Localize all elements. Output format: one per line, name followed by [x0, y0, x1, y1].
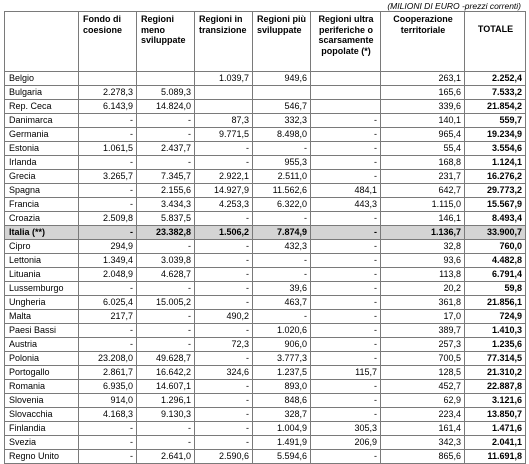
cell-regioni-transizione: 14.927,9	[195, 184, 253, 198]
cell-totale: 1.235,6	[465, 338, 526, 352]
table-row	[5, 86, 526, 100]
table-row	[5, 212, 526, 226]
cell-regioni-ultra-periferiche	[311, 86, 381, 100]
cell-totale: 19.234,9	[465, 128, 526, 142]
cell-regioni-ultra-periferiche: -	[311, 128, 381, 142]
cell-regioni-transizione: -	[195, 268, 253, 282]
table-row	[5, 184, 526, 198]
cell-regioni-transizione: -	[195, 282, 253, 296]
cell-fondo-coesione	[79, 72, 137, 86]
table-row	[5, 72, 526, 86]
cell-regioni-meno-sviluppate: 15.005,2	[137, 296, 195, 310]
cell-fondo-coesione: 3.265,7	[79, 170, 137, 184]
cell-regioni-piu-sviluppate: 1.237,5	[253, 366, 311, 380]
cell-cooperazione-territoriale: 263,1	[381, 72, 465, 86]
cell-regioni-piu-sviluppate: 8.498,0	[253, 128, 311, 142]
cell-regioni-ultra-periferiche: -	[311, 450, 381, 464]
cell-regioni-meno-sviluppate: 5.837,5	[137, 212, 195, 226]
cell-regioni-transizione	[195, 100, 253, 114]
cell-totale: 4.482,8	[465, 254, 526, 268]
cell-fondo-coesione: -	[79, 450, 137, 464]
cell-regioni-ultra-periferiche: -	[311, 296, 381, 310]
cell-fondo-coesione: -	[79, 128, 137, 142]
cell-regioni-transizione: 490,2	[195, 310, 253, 324]
table-row	[5, 408, 526, 422]
cell-totale: 1.124,1	[465, 156, 526, 170]
cell-cooperazione-territoriale: 339,6	[381, 100, 465, 114]
cell-regioni-piu-sviluppate: -	[253, 142, 311, 156]
cell-regioni-transizione	[195, 86, 253, 100]
cell-regioni-piu-sviluppate	[253, 86, 311, 100]
cell-cooperazione-territoriale: 1.115,0	[381, 198, 465, 212]
cell-regioni-piu-sviluppate: 39,6	[253, 282, 311, 296]
cell-cooperazione-territoriale: 389,7	[381, 324, 465, 338]
cell-regioni-ultra-periferiche: -	[311, 212, 381, 226]
cell-regioni-ultra-periferiche: -	[311, 394, 381, 408]
cell-regioni-meno-sviluppate: 3.039,8	[137, 254, 195, 268]
country-cell: Irlanda	[5, 156, 79, 170]
cell-regioni-meno-sviluppate: -	[137, 282, 195, 296]
cell-regioni-piu-sviluppate: 848,6	[253, 394, 311, 408]
cell-regioni-piu-sviluppate: 7.874,9	[253, 226, 311, 240]
country-cell: Regno Unito	[5, 450, 79, 464]
cell-fondo-coesione: -	[79, 282, 137, 296]
cell-fondo-coesione: -	[79, 324, 137, 338]
cell-regioni-ultra-periferiche: -	[311, 268, 381, 282]
country-cell: Italia (**)	[5, 226, 79, 240]
cell-regioni-meno-sviluppate: 2.155,6	[137, 184, 195, 198]
cell-cooperazione-territoriale: 452,7	[381, 380, 465, 394]
cell-regioni-transizione: -	[195, 352, 253, 366]
cell-fondo-coesione: 2.861,7	[79, 366, 137, 380]
cell-totale: 2.041,1	[465, 436, 526, 450]
cell-regioni-piu-sviluppate: 432,3	[253, 240, 311, 254]
cell-fondo-coesione: -	[79, 156, 137, 170]
table-row	[5, 394, 526, 408]
table-row	[5, 366, 526, 380]
cell-regioni-meno-sviluppate: -	[137, 240, 195, 254]
cell-fondo-coesione: 2.048,9	[79, 268, 137, 282]
table-row	[5, 380, 526, 394]
cell-regioni-ultra-periferiche: -	[311, 310, 381, 324]
country-cell: Belgio	[5, 72, 79, 86]
cell-fondo-coesione: 217,7	[79, 310, 137, 324]
units-caption: (MILIONI DI EURO -prezzi correnti)	[387, 1, 521, 11]
cell-totale: 13.850,7	[465, 408, 526, 422]
cell-cooperazione-territoriale: 168,8	[381, 156, 465, 170]
cell-cooperazione-territoriale: 223,4	[381, 408, 465, 422]
cell-cooperazione-territoriale: 965,4	[381, 128, 465, 142]
cell-totale: 21.854,2	[465, 100, 526, 114]
cell-cooperazione-territoriale: 642,7	[381, 184, 465, 198]
cell-cooperazione-territoriale: 161,4	[381, 422, 465, 436]
table-row	[5, 114, 526, 128]
header-totale: TOTALE	[465, 12, 526, 72]
cell-fondo-coesione: -	[79, 338, 137, 352]
table-row	[5, 310, 526, 324]
cell-regioni-piu-sviluppate: 546,7	[253, 100, 311, 114]
cell-totale: 1.410,3	[465, 324, 526, 338]
table-row	[5, 170, 526, 184]
cell-cooperazione-territoriale: 32,8	[381, 240, 465, 254]
cell-regioni-meno-sviluppate: -	[137, 156, 195, 170]
cell-totale: 77.314,5	[465, 352, 526, 366]
country-cell: Lituania	[5, 268, 79, 282]
cell-regioni-meno-sviluppate: 5.089,3	[137, 86, 195, 100]
cell-regioni-ultra-periferiche: -	[311, 352, 381, 366]
cell-totale: 2.252,4	[465, 72, 526, 86]
cell-regioni-piu-sviluppate: 463,7	[253, 296, 311, 310]
header-regioni-meno-sviluppate: Regioni meno sviluppate	[137, 12, 195, 72]
cell-regioni-piu-sviluppate: 6.322,0	[253, 198, 311, 212]
table-row	[5, 296, 526, 310]
cell-regioni-transizione: -	[195, 380, 253, 394]
cell-regioni-transizione: -	[195, 240, 253, 254]
cell-regioni-meno-sviluppate: 16.642,2	[137, 366, 195, 380]
cell-totale: 559,7	[465, 114, 526, 128]
cell-regioni-transizione: 1.039,7	[195, 72, 253, 86]
cell-regioni-piu-sviluppate: -	[253, 310, 311, 324]
country-cell: Grecia	[5, 170, 79, 184]
cell-totale: 11.691,8	[465, 450, 526, 464]
cell-regioni-transizione: 2.922,1	[195, 170, 253, 184]
country-cell: Rep. Ceca	[5, 100, 79, 114]
cell-fondo-coesione: -	[79, 198, 137, 212]
cell-totale: 21.310,2	[465, 366, 526, 380]
cell-regioni-ultra-periferiche	[311, 72, 381, 86]
country-cell: Finlandia	[5, 422, 79, 436]
cell-regioni-piu-sviluppate: 1.491,9	[253, 436, 311, 450]
cell-fondo-coesione: -	[79, 114, 137, 128]
cell-regioni-meno-sviluppate: 49.628,7	[137, 352, 195, 366]
cell-totale: 15.567,9	[465, 198, 526, 212]
cell-fondo-coesione: 1.349,4	[79, 254, 137, 268]
cell-regioni-transizione: -	[195, 254, 253, 268]
cell-regioni-ultra-periferiche: -	[311, 338, 381, 352]
cell-cooperazione-territoriale: 17,0	[381, 310, 465, 324]
cell-totale: 21.856,1	[465, 296, 526, 310]
country-cell: Romania	[5, 380, 79, 394]
cell-totale: 6.791,4	[465, 268, 526, 282]
country-cell: Portogallo	[5, 366, 79, 380]
cell-regioni-transizione: 2.590,6	[195, 450, 253, 464]
cell-fondo-coesione: 6.143,9	[79, 100, 137, 114]
cell-fondo-coesione: 914,0	[79, 394, 137, 408]
table-row	[5, 282, 526, 296]
cell-regioni-meno-sviluppate: -	[137, 436, 195, 450]
cell-regioni-transizione: 87,3	[195, 114, 253, 128]
cell-regioni-meno-sviluppate: 4.628,7	[137, 268, 195, 282]
cell-regioni-transizione: 4.253,3	[195, 198, 253, 212]
cell-regioni-transizione: 72,3	[195, 338, 253, 352]
cell-regioni-meno-sviluppate: 23.382,8	[137, 226, 195, 240]
cell-totale: 724,9	[465, 310, 526, 324]
cell-totale: 7.533,2	[465, 86, 526, 100]
cell-regioni-piu-sviluppate: 1.020,6	[253, 324, 311, 338]
country-cell: Slovacchia	[5, 408, 79, 422]
country-cell: Lussemburgo	[5, 282, 79, 296]
cell-regioni-meno-sviluppate: 2.641,0	[137, 450, 195, 464]
cell-totale: 1.471,6	[465, 422, 526, 436]
cell-regioni-transizione: -	[195, 212, 253, 226]
table-row	[5, 450, 526, 464]
cell-regioni-ultra-periferiche: -	[311, 282, 381, 296]
table-row	[5, 100, 526, 114]
country-cell: Spagna	[5, 184, 79, 198]
cell-regioni-ultra-periferiche: -	[311, 170, 381, 184]
cell-regioni-meno-sviluppate: 7.345,7	[137, 170, 195, 184]
cell-fondo-coesione: -	[79, 184, 137, 198]
header-row	[5, 12, 526, 72]
cell-cooperazione-territoriale: 342,3	[381, 436, 465, 450]
cell-totale: 3.554,6	[465, 142, 526, 156]
cell-regioni-meno-sviluppate: 9.130,3	[137, 408, 195, 422]
country-cell: Austria	[5, 338, 79, 352]
header-regioni-piu-sviluppate: Regioni più sviluppate	[253, 12, 311, 72]
cell-cooperazione-territoriale: 165,6	[381, 86, 465, 100]
cell-regioni-meno-sviluppate	[137, 72, 195, 86]
cell-regioni-piu-sviluppate: 332,3	[253, 114, 311, 128]
cell-regioni-ultra-periferiche: 443,3	[311, 198, 381, 212]
cell-fondo-coesione: -	[79, 436, 137, 450]
cell-fondo-coesione: -	[79, 422, 137, 436]
country-cell: Croazia	[5, 212, 79, 226]
cell-regioni-piu-sviluppate: 5.594,6	[253, 450, 311, 464]
cell-cooperazione-territoriale: 361,8	[381, 296, 465, 310]
cell-cooperazione-territoriale: 128,5	[381, 366, 465, 380]
table-row	[5, 324, 526, 338]
cell-regioni-transizione: -	[195, 394, 253, 408]
cell-regioni-piu-sviluppate: 11.562,6	[253, 184, 311, 198]
country-cell: Ungheria	[5, 296, 79, 310]
header-cooperazione-territoriale: Cooperazione territoriale	[381, 12, 465, 72]
country-cell: Francia	[5, 198, 79, 212]
cell-regioni-ultra-periferiche: 206,9	[311, 436, 381, 450]
cell-fondo-coesione: 2.278,3	[79, 86, 137, 100]
cell-fondo-coesione: 1.061,5	[79, 142, 137, 156]
cell-regioni-transizione: 1.506,2	[195, 226, 253, 240]
cell-fondo-coesione: 4.168,3	[79, 408, 137, 422]
cell-totale: 33.900,7	[465, 226, 526, 240]
cell-regioni-meno-sviluppate: 3.434,3	[137, 198, 195, 212]
header-regioni-transizione: Regioni in transizione	[195, 12, 253, 72]
cell-regioni-ultra-periferiche: 305,3	[311, 422, 381, 436]
country-cell: Estonia	[5, 142, 79, 156]
table-row	[5, 254, 526, 268]
table-row	[5, 156, 526, 170]
cell-regioni-ultra-periferiche: -	[311, 380, 381, 394]
cell-regioni-piu-sviluppate: 893,0	[253, 380, 311, 394]
table-row	[5, 352, 526, 366]
table-row	[5, 142, 526, 156]
cell-regioni-meno-sviluppate: -	[137, 324, 195, 338]
table-row	[5, 240, 526, 254]
cell-fondo-coesione: 294,9	[79, 240, 137, 254]
cell-cooperazione-territoriale: 55,4	[381, 142, 465, 156]
header-regioni-ultra-periferiche: Regioni ultra periferiche o scarsamente popolate (*)	[311, 12, 381, 72]
table-row	[5, 268, 526, 282]
table-row	[5, 198, 526, 212]
cell-cooperazione-territoriale: 257,3	[381, 338, 465, 352]
table-row	[5, 338, 526, 352]
cell-totale: 760,0	[465, 240, 526, 254]
country-cell: Svezia	[5, 436, 79, 450]
country-cell: Germania	[5, 128, 79, 142]
table-body	[5, 72, 526, 464]
cell-regioni-ultra-periferiche: -	[311, 226, 381, 240]
cell-regioni-meno-sviluppate: -	[137, 310, 195, 324]
cell-cooperazione-territoriale: 140,1	[381, 114, 465, 128]
table-row	[5, 422, 526, 436]
cell-regioni-transizione: -	[195, 436, 253, 450]
cell-totale: 16.276,2	[465, 170, 526, 184]
cell-regioni-ultra-periferiche: -	[311, 156, 381, 170]
cell-regioni-meno-sviluppate: 14.607,1	[137, 380, 195, 394]
cell-regioni-transizione: -	[195, 296, 253, 310]
header-country	[5, 12, 79, 72]
table-row	[5, 436, 526, 450]
cell-regioni-meno-sviluppate: -	[137, 114, 195, 128]
cell-fondo-coesione: 2.509,8	[79, 212, 137, 226]
cell-regioni-piu-sviluppate: 1.004,9	[253, 422, 311, 436]
cell-cooperazione-territoriale: 62,9	[381, 394, 465, 408]
cell-regioni-ultra-periferiche: 115,7	[311, 366, 381, 380]
cell-regioni-transizione: -	[195, 324, 253, 338]
cell-regioni-piu-sviluppate: 949,6	[253, 72, 311, 86]
cell-regioni-piu-sviluppate: -	[253, 268, 311, 282]
cell-cooperazione-territoriale: 146,1	[381, 212, 465, 226]
cell-regioni-ultra-periferiche: -	[311, 408, 381, 422]
cell-totale: 3.121,6	[465, 394, 526, 408]
cell-regioni-piu-sviluppate: 3.777,3	[253, 352, 311, 366]
table-row	[5, 226, 526, 240]
cell-cooperazione-territoriale: 113,8	[381, 268, 465, 282]
cell-regioni-transizione: 9.771,5	[195, 128, 253, 142]
cell-fondo-coesione: 6.935,0	[79, 380, 137, 394]
cell-regioni-ultra-periferiche: -	[311, 324, 381, 338]
cell-cooperazione-territoriale: 865,6	[381, 450, 465, 464]
cell-regioni-ultra-periferiche: 484,1	[311, 184, 381, 198]
cell-totale: 8.493,4	[465, 212, 526, 226]
cell-regioni-ultra-periferiche: -	[311, 240, 381, 254]
country-cell: Lettonia	[5, 254, 79, 268]
cell-regioni-ultra-periferiche: -	[311, 142, 381, 156]
cell-fondo-coesione: 23.208,0	[79, 352, 137, 366]
country-cell: Paesi Bassi	[5, 324, 79, 338]
cell-regioni-transizione: -	[195, 142, 253, 156]
country-cell: Polonia	[5, 352, 79, 366]
cell-regioni-transizione: -	[195, 156, 253, 170]
cell-fondo-coesione: 6.025,4	[79, 296, 137, 310]
cell-regioni-piu-sviluppate: -	[253, 254, 311, 268]
table-row	[5, 128, 526, 142]
country-cell: Cipro	[5, 240, 79, 254]
cell-regioni-transizione: -	[195, 422, 253, 436]
country-cell: Slovenia	[5, 394, 79, 408]
cell-regioni-meno-sviluppate: 1.296,1	[137, 394, 195, 408]
cell-regioni-meno-sviluppate: -	[137, 338, 195, 352]
cell-fondo-coesione: -	[79, 226, 137, 240]
cell-regioni-piu-sviluppate: 955,3	[253, 156, 311, 170]
country-cell: Malta	[5, 310, 79, 324]
cell-totale: 29.773,2	[465, 184, 526, 198]
cell-cooperazione-territoriale: 231,7	[381, 170, 465, 184]
cell-regioni-meno-sviluppate: 14.824,0	[137, 100, 195, 114]
cell-cooperazione-territoriale: 93,6	[381, 254, 465, 268]
cell-regioni-ultra-periferiche: -	[311, 254, 381, 268]
cell-cooperazione-territoriale: 700,5	[381, 352, 465, 366]
funds-table	[4, 11, 526, 464]
cell-cooperazione-territoriale: 20,2	[381, 282, 465, 296]
cell-totale: 59,8	[465, 282, 526, 296]
cell-regioni-meno-sviluppate: 2.437,7	[137, 142, 195, 156]
cell-regioni-transizione: 324,6	[195, 366, 253, 380]
cell-regioni-meno-sviluppate: -	[137, 422, 195, 436]
country-cell: Danimarca	[5, 114, 79, 128]
cell-regioni-piu-sviluppate: 906,0	[253, 338, 311, 352]
country-cell: Bulgaria	[5, 86, 79, 100]
cell-regioni-ultra-periferiche	[311, 100, 381, 114]
cell-regioni-piu-sviluppate: 328,7	[253, 408, 311, 422]
cell-regioni-piu-sviluppate: -	[253, 212, 311, 226]
cell-regioni-ultra-periferiche: -	[311, 114, 381, 128]
header-fondo-coesione: Fondo di coesione	[79, 12, 137, 72]
cell-totale: 22.887,8	[465, 380, 526, 394]
cell-cooperazione-territoriale: 1.136,7	[381, 226, 465, 240]
cell-regioni-transizione: -	[195, 408, 253, 422]
cell-regioni-meno-sviluppate: -	[137, 128, 195, 142]
cell-regioni-piu-sviluppate: 2.511,0	[253, 170, 311, 184]
